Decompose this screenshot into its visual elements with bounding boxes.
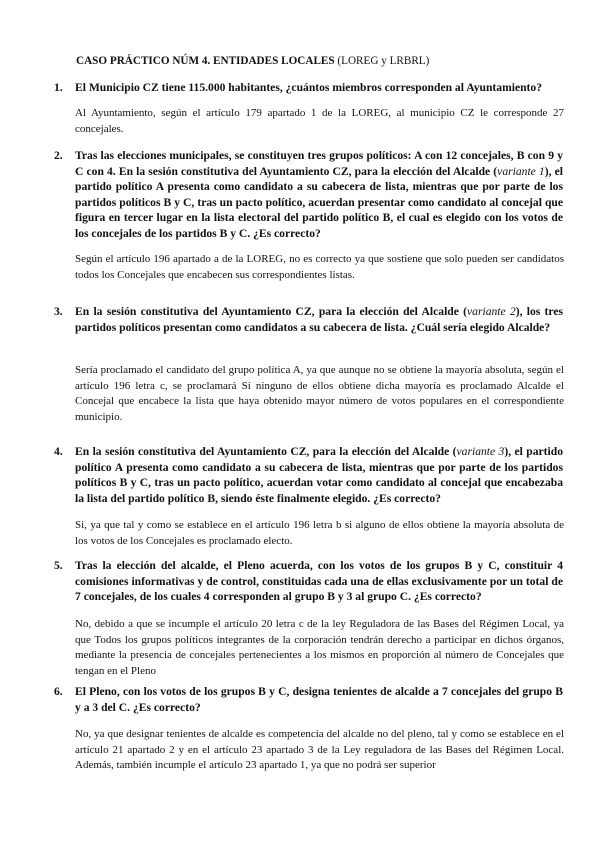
title-bold: CASO PRÁCTICO NÚM 4. ENTIDADES LOCALES (76, 55, 335, 67)
question-number: 6. (54, 685, 63, 698)
variant-label: variante 2 (467, 305, 516, 318)
question-text-part: En la sesión constitutiva del Ayuntamiento CZ, para la elección del Alcalde ( (75, 305, 468, 318)
answer-1: Al Ayuntamiento, según el artículo 179 apartado 1 de la LOREG, al municipio CZ le corresponde 27 concejales. (75, 107, 564, 135)
answer-5: No, debido a que se incumple el artículo 20 letra c de la ley Reguladora de las Bases del Régimen Local, ya que Todos los grupos políticos integrantes de la corporación tendrán derecho a participar en dichos órganos, mediante la presencia de concejales pertenecientes a los mismos en proporción al número de Concejales que tengan en el Pleno (75, 618, 564, 677)
question-text: El Pleno, con los votos de los grupos B y C, designa tenientes de alcalde a 7 concejales del grupo B y a 3 del C. ¿Es correcto? (75, 685, 563, 714)
question-text: Tras la elección del alcalde, el Pleno acuerda, con los votos de los grupos B y C, constituir 4 comisiones informativas y de control, constituidas cada una de ellas exclusivamente por un total de 7 concejales, de los cuales 4 corresponden al grupo B y 3 al grupo C. ¿Es correcto? (75, 559, 563, 603)
question-text-part: ), los tres partidos políticos presentan como candidatos a su cabecera de lista. ¿Cuál sería elegido Alcalde? (75, 305, 563, 334)
question-text-part: ), el partido político A presenta como candidato a su cabecera de lista, mientras que por parte de los partidos políticos B y C, tras un pacto político, acuerdan presentar como candidato al concejal que figura en tercer lugar en la lista electoral del partido político B, el cual es elegido con los votos de los concejales de los partidos B y C. ¿Es correcto? (75, 164, 563, 240)
question-number: 2. (54, 149, 63, 162)
question-number: 1. (54, 81, 63, 94)
variant-label: variante 3 (456, 445, 505, 458)
question-number: 4. (54, 445, 63, 458)
title-rest: (LOREG y LRBRL) (334, 55, 430, 67)
question-text-part: ), el partido político A presenta como candidato a su cabecera de lista, mientras que por parte de los partidos políticos B y C, tras un pacto político, acuerdan votar como candidato al concejal que encabezaba la lista del partido político B, siendo éste finalmente elegido. ¿Es correcto? (75, 445, 563, 505)
question-text: El Municipio CZ tiene 115.000 habitantes, ¿cuántos miembros corresponden al Ayuntamiento? (75, 81, 542, 94)
answer-6: No, ya que designar tenientes de alcalde es competencia del alcalde no del pleno, tal y como se establece en el artículo 21 apartado 2 y en el artículo 23 apartado 3 de la Ley reguladora de las Bases del Régimen Local. Además, también incumple el artículo 23 apartado 1, ya que no podrá ser superior (75, 728, 564, 771)
question-text (75, 304, 563, 335)
document-title (76, 54, 556, 68)
question-number: 3. (54, 305, 63, 318)
question-text-part: En la sesión constitutiva del Ayuntamiento CZ, para la elección del Alcalde ( (75, 445, 457, 458)
answer-4: Si, ya que tal y como se establece en el artículo 196 letra b si alguno de ellos obtiene la mayoría absoluta de los votos de los Concejales es proclamado electo. (75, 519, 564, 547)
answer-2: Según el artículo 196 apartado a de la LOREG, no es correcto ya que sostiene que solo pueden ser candidatos todos los Concejales que encabecen sus correspondientes listas. (75, 253, 564, 281)
variant-label: variante 1 (497, 164, 545, 178)
answer-3: Sería proclamado el candidato del grupo política A, ya que aunque no se obtiene la mayoría absoluta, según el artículo 196 letra c, se proclamará Si ninguno de ellos obtiene dicha mayoría es proclamado Alcalde el Concejal que encabece la lista que haya obtenido mayor número de votos populares en el correspondiente municipio. (75, 364, 564, 423)
question-text-part: Tras las elecciones municipales, se constituyen tres grupos políticos: A con 12 concejales, B con 9 y C con 4. En la sesión constitutiva del Ayuntamiento CZ, para la elección del Alcalde ( (75, 149, 563, 178)
question-text (75, 148, 563, 241)
question-number: 5. (54, 559, 63, 572)
question-text (75, 444, 563, 506)
